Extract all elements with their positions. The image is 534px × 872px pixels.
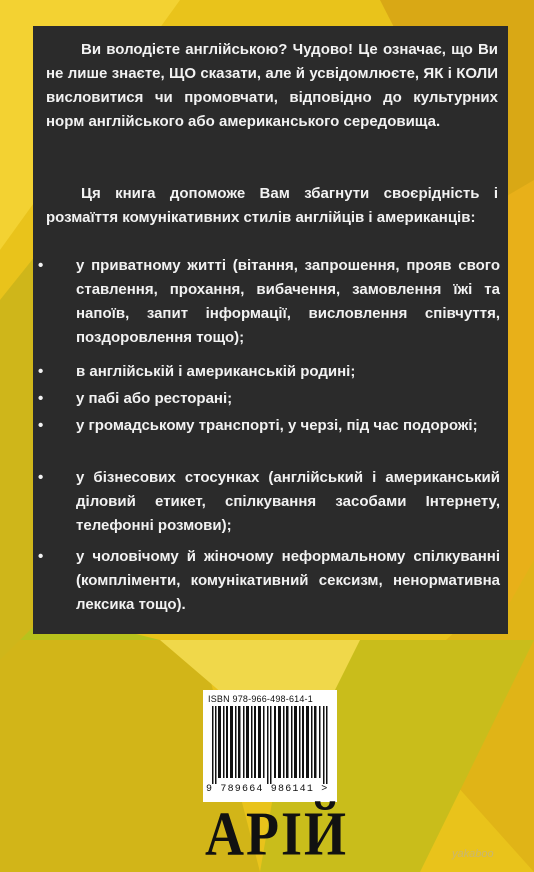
- list-item: у бізнесових стосунках (англійський і американський діловий етикет, спілкування засобами Інтернету, телефонні розмови);: [76, 469, 500, 534]
- book-purpose-paragraph: Ця книга допоможе Вам збагнути своєрідність і розмаїття комунікативних стилів англійців і американців:: [46, 185, 498, 226]
- list-item: у пабі або ресторані;: [76, 390, 233, 407]
- barcode-label: [203, 690, 337, 802]
- list-item: у приватному житті (вітання, запрошення, прояв свого ставлення, прохання, вибачення, замовлення їжі та напоїв, запит інформації, висловлення співчуття, поздоровлення тощо);: [76, 257, 500, 346]
- intro-paragraph: Ви володієте англійською? Чудово! Це означає, що Ви не лише знаєте, ЩО сказати, але й усвідомлюєте, ЯК і КОЛИ висловитися чи промовчати, відповідно до культурних норм англійського або американського середовища.: [46, 41, 498, 130]
- bullet-marker: [38, 466, 48, 476]
- bullet-marker: [38, 360, 48, 370]
- bullet-marker: [38, 387, 48, 397]
- list-item: в англійській і американській родині;: [76, 363, 356, 380]
- watermark: yakaboo: [452, 848, 494, 860]
- barcode-icon: [212, 706, 328, 784]
- bullet-marker: [38, 414, 48, 424]
- list-item: у чоловічому й жіночому неформальному спілкуванні (компліменти, комунікативний сексизм, ненормативна лексика тощо).: [76, 548, 500, 613]
- isbn-text: ISBN 978-966-498-614-1: [208, 694, 313, 704]
- bullet-marker: [38, 545, 48, 555]
- list-item: у громадському транспорті, у черзі, під час подорожі;: [76, 417, 478, 434]
- publisher-logo: АРІЙ: [205, 799, 348, 869]
- bullet-marker: [38, 254, 48, 264]
- barcode-digits: 9 789664 986141 >: [206, 784, 329, 795]
